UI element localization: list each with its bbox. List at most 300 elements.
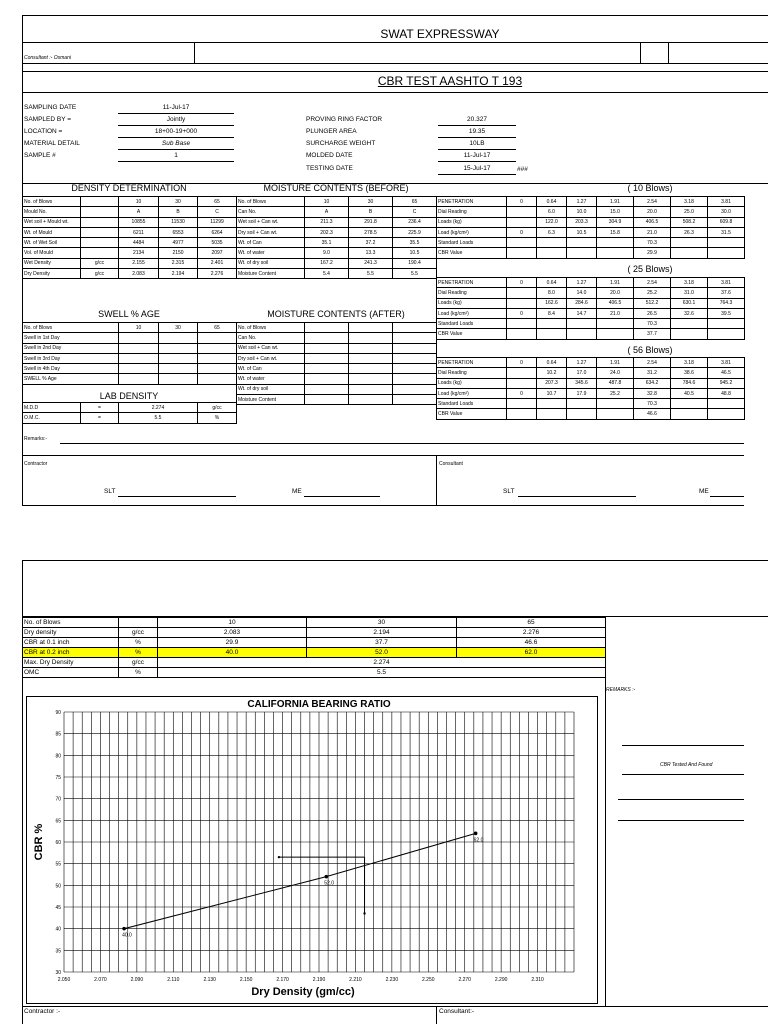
table-cell [507, 399, 537, 409]
table-cell: 2.54 [634, 197, 671, 207]
info-right-label: PLUNGER AREA [306, 128, 357, 135]
moisture-before-title: MOISTURE CONTENTS (BEFORE) [263, 183, 409, 193]
info-left-value: 1 [174, 152, 178, 159]
x-tick-label: 2.070 [94, 977, 107, 983]
cbr-found-text: CBR Tested And Found [660, 762, 713, 768]
table-cell: Wt. of Can [237, 238, 305, 248]
table-row [237, 395, 437, 405]
table-cell: Mould No. [23, 207, 81, 217]
info-left-label: SAMPLING DATE [24, 104, 77, 111]
table-row [23, 227, 237, 237]
table-cell: g/cc [119, 658, 158, 668]
y-tick-label: 65 [55, 818, 61, 825]
table-cell: 1.91 [597, 197, 634, 207]
table-cell: 122.0 [537, 217, 567, 227]
data-point [324, 875, 328, 879]
table-row [23, 217, 237, 227]
table-row [437, 308, 745, 318]
x-tick-label: 2.290 [494, 977, 508, 983]
data-label: 52.0 [324, 880, 335, 887]
table-cell: = [81, 403, 119, 413]
table-cell: 6.3 [537, 227, 567, 237]
table-cell: CBR at 0.2 inch [23, 648, 119, 658]
x-tick-label: 2.150 [239, 977, 253, 983]
table-row [23, 618, 606, 628]
info-right-value: 15-Jul-17 [463, 165, 491, 172]
table-cell: 40.5 [671, 388, 708, 398]
table-cell: 345.6 [567, 378, 597, 388]
table-cell [708, 409, 745, 419]
table-cell [81, 207, 119, 217]
table-cell: Wt. of dry soil [237, 384, 305, 394]
contractor-label: Contractor [24, 461, 48, 467]
info-left-label: SAMPLED BY = [24, 116, 72, 123]
table-cell: 46.6 [634, 409, 671, 419]
table-cell [393, 384, 437, 394]
table-cell: 15.8 [597, 227, 634, 237]
table-cell: 241.3 [349, 258, 393, 268]
x-tick-label: 2.230 [385, 977, 399, 983]
x-tick-label: 2.210 [349, 977, 362, 983]
table-cell: 2.315 [159, 258, 198, 268]
table-cell [393, 343, 437, 353]
table-cell [81, 217, 119, 227]
table-cell [597, 399, 634, 409]
info-left-label: LOCATION = [24, 128, 63, 135]
table-cell: 609.8 [708, 217, 745, 227]
table-row [437, 319, 745, 329]
table-cell: Loads (kg) [437, 378, 507, 388]
table-cell: Wet soil + Mould wt. [23, 217, 81, 227]
table-cell [708, 329, 745, 339]
table-row [237, 258, 437, 268]
moisture-before-table [236, 196, 437, 279]
table-cell: 512.2 [634, 298, 671, 308]
table-cell: 17.9 [567, 388, 597, 398]
table-cell: Loads (kg) [437, 298, 507, 308]
table-cell [393, 374, 437, 384]
table-cell: 11530 [159, 217, 198, 227]
table-cell: 25.0 [671, 207, 708, 217]
table-row [23, 413, 237, 423]
slt-label-1: SLT [104, 488, 116, 495]
table-cell: 0 [507, 278, 537, 288]
table-row [23, 248, 237, 258]
table-cell [159, 343, 198, 353]
info-left-value: 11-Jul-17 [162, 104, 190, 111]
table-cell: 2097 [198, 248, 237, 258]
table-cell: 5.5 [349, 269, 393, 279]
table-cell [81, 197, 119, 207]
table-cell: 784.6 [671, 378, 708, 388]
table-cell: 945.2 [708, 378, 745, 388]
table-cell [119, 333, 159, 343]
table-cell: % [119, 638, 158, 648]
table-cell: = [81, 413, 119, 423]
table-cell: Max. Dry Density [23, 658, 119, 668]
table-cell: 8.4 [537, 308, 567, 318]
table-cell: Can No. [237, 207, 305, 217]
table-cell: g/cc [81, 269, 119, 279]
table-cell [349, 333, 393, 343]
table-cell: 211.3 [305, 217, 349, 227]
moisture-after-table [236, 322, 437, 405]
table-cell: 70.3 [634, 399, 671, 409]
summary-table [22, 617, 606, 678]
table-cell: 284.6 [567, 298, 597, 308]
consultant-label: Consultant [439, 461, 463, 467]
table-cell [393, 323, 437, 333]
table-cell: PENETRATION [437, 278, 507, 288]
table-cell [671, 238, 708, 248]
table-cell: Dial Reading [437, 207, 507, 217]
table-cell: 21.0 [597, 308, 634, 318]
table-cell: 2.276 [198, 269, 237, 279]
table-cell [305, 343, 349, 353]
table-cell [305, 323, 349, 333]
moisture-after-title: MOISTURE CONTENTS (AFTER) [267, 309, 405, 319]
table-row [23, 668, 606, 678]
table-cell: 1.27 [567, 358, 597, 368]
table-cell [159, 353, 198, 363]
table-cell [567, 329, 597, 339]
table-cell [537, 399, 567, 409]
table-cell [119, 374, 159, 384]
table-cell [507, 217, 537, 227]
table-cell: 2.54 [634, 358, 671, 368]
table-cell: 10 [158, 618, 307, 628]
table-cell: 2.276 [457, 628, 606, 638]
table-cell: 2.401 [198, 258, 237, 268]
table-cell [159, 374, 198, 384]
table-cell: 6553 [159, 227, 198, 237]
table-row [23, 197, 237, 207]
chart-frame [27, 697, 598, 1004]
table-cell [198, 374, 237, 384]
table-cell [349, 384, 393, 394]
table-cell [349, 353, 393, 363]
table-cell: 10855 [119, 217, 159, 227]
table-cell: 31.2 [634, 368, 671, 378]
chart-title: CALIFORNIA BEARING RATIO [247, 699, 391, 710]
table-cell: 162.6 [537, 298, 567, 308]
table-cell: 29.9 [158, 638, 307, 648]
table-cell [119, 343, 159, 353]
table-cell: 10.0 [567, 207, 597, 217]
table-cell: 20.0 [597, 288, 634, 298]
table-cell [537, 319, 567, 329]
table-cell: C [393, 207, 437, 217]
table-cell [671, 329, 708, 339]
table-cell [567, 319, 597, 329]
swell-title: SWELL % AGE [98, 309, 160, 319]
table-cell [305, 374, 349, 384]
data-label: 40.0 [122, 932, 132, 939]
table-cell: 21.0 [634, 227, 671, 237]
table-cell: Wet Density [23, 258, 81, 268]
table-row [237, 238, 437, 248]
table-cell [198, 364, 237, 374]
table-cell: 35.1 [305, 238, 349, 248]
table-cell: No. of Blows [23, 323, 119, 333]
info-left-value: Sub Base [161, 140, 191, 147]
table-cell: 32.8 [634, 388, 671, 398]
test-title: CBR TEST AASHTO T 193 [377, 74, 523, 88]
table-cell: 14.7 [567, 308, 597, 318]
table-cell: 190.4 [393, 258, 437, 268]
table-cell: 225.9 [393, 227, 437, 237]
table-cell: No. of Blows [237, 197, 305, 207]
table-row [437, 207, 745, 217]
table-cell: 10 [119, 323, 159, 333]
table-cell [159, 333, 198, 343]
table-cell [305, 364, 349, 374]
table-cell [159, 364, 198, 374]
table-cell: g/cc [119, 628, 158, 638]
table-cell: 32.6 [671, 308, 708, 318]
info-left-value: Jointly [166, 116, 186, 123]
table-cell [393, 395, 437, 405]
table-cell: 0 [507, 388, 537, 398]
table-row [23, 238, 237, 248]
table-cell: 65 [457, 618, 606, 628]
table-cell: CBR at 0.1 inch [23, 638, 119, 648]
table-cell [537, 238, 567, 248]
table-cell: Can No. [237, 333, 305, 343]
table-cell: OMC [23, 668, 119, 678]
table-cell: Wt. of water [237, 248, 305, 258]
table-cell [708, 399, 745, 409]
table-cell: 0 [507, 227, 537, 237]
table-cell: 25.2 [634, 288, 671, 298]
table-cell: Swell in 3rd Day [23, 353, 119, 363]
table-cell: 14.0 [567, 288, 597, 298]
table-cell: 634.2 [634, 378, 671, 388]
table-cell: Load (kg/cm²) [437, 227, 507, 237]
table-cell: 3.81 [708, 358, 745, 368]
table-cell [597, 319, 634, 329]
table-cell: SWELL % Age [23, 374, 119, 384]
table-cell: CBR Value [437, 248, 507, 258]
table-cell [393, 333, 437, 343]
table-cell: g/cc [81, 258, 119, 268]
x-tick-label: 2.270 [458, 977, 471, 983]
table-cell [671, 399, 708, 409]
table-cell: 2.194 [307, 628, 457, 638]
table-cell: 5.5 [119, 413, 198, 423]
table-cell: 202.3 [305, 227, 349, 237]
table-cell: 10 [119, 197, 159, 207]
table-row [23, 648, 606, 658]
table-cell [349, 364, 393, 374]
cbr-chart [26, 696, 598, 1004]
table-row [237, 207, 437, 217]
table-cell [81, 248, 119, 258]
table-cell: CBR Value [437, 409, 507, 419]
table-cell [507, 207, 537, 217]
side-remarks: REMARKS :- [606, 687, 636, 693]
table-cell: Wet soil + Can wt. [237, 343, 305, 353]
table-cell: 29.9 [634, 248, 671, 258]
table-row [23, 638, 606, 648]
table-cell: 5.5 [158, 668, 606, 678]
data-point [474, 832, 478, 836]
table-cell [507, 329, 537, 339]
project-title: SWAT EXPRESSWAY [380, 27, 500, 41]
table-cell [597, 248, 634, 258]
table-cell: Dry density [23, 628, 119, 638]
table-row [237, 353, 437, 363]
footer-consultant: Consultant:- [439, 1008, 475, 1015]
table-cell: 20.0 [634, 207, 671, 217]
table-cell [597, 238, 634, 248]
y-tick-label: 30 [55, 970, 61, 976]
info-right-value: 10LB [469, 140, 485, 147]
table-row [23, 343, 237, 353]
table-cell: No. of Blows [23, 197, 81, 207]
table-row [437, 217, 745, 227]
table-cell: g/cc [198, 403, 237, 413]
table-cell: 4484 [119, 238, 159, 248]
table-cell: 304.9 [597, 217, 634, 227]
y-tick-label: 40 [55, 926, 61, 933]
table-cell: % [119, 668, 158, 678]
table-cell: 508.2 [671, 217, 708, 227]
table-cell: 5.5 [393, 269, 437, 279]
table-cell: 17.0 [567, 368, 597, 378]
table-cell: 65 [393, 197, 437, 207]
table-row [23, 207, 237, 217]
mdd-marker-dot [363, 912, 365, 914]
table-cell: 3.81 [708, 197, 745, 207]
table-cell: 167.2 [305, 258, 349, 268]
table-row [437, 288, 745, 298]
table-row [237, 323, 437, 333]
table-cell: 6211 [119, 227, 159, 237]
table-cell [81, 238, 119, 248]
table-cell [119, 618, 158, 628]
y-tick-label: 55 [55, 861, 61, 868]
table-cell: Wt. of Wet Soil [23, 238, 81, 248]
swell-table [22, 322, 237, 385]
x-tick-label: 2.110 [167, 977, 180, 983]
table-cell: Wt. of dry soil [237, 258, 305, 268]
table-cell [507, 409, 537, 419]
me-label-1: ME [292, 488, 302, 495]
table-cell: 31.5 [708, 227, 745, 237]
table-cell: 1.91 [597, 278, 634, 288]
table-row [23, 364, 237, 374]
table-row [237, 333, 437, 343]
table-cell: 35.5 [393, 238, 437, 248]
table-cell: 30 [159, 197, 198, 207]
table-cell [119, 353, 159, 363]
table-cell: 1.27 [567, 197, 597, 207]
table-cell: 6264 [198, 227, 237, 237]
table-cell: Standard Loads [437, 238, 507, 248]
table-cell: 70.3 [634, 238, 671, 248]
table-row [23, 323, 237, 333]
table-cell: 30 [307, 618, 457, 628]
table-cell: 11299 [198, 217, 237, 227]
info-right-label: SURCHARGE WEIGHT [306, 140, 376, 147]
table-cell: 25.2 [597, 388, 634, 398]
table-cell: 2134 [119, 248, 159, 258]
table-row [23, 658, 606, 668]
info-right-label: TESTING DATE [306, 165, 353, 172]
table-cell [671, 248, 708, 258]
table-cell: 37.6 [708, 288, 745, 298]
blows10-table [436, 196, 745, 259]
y-axis-label: CBR % [33, 823, 45, 861]
table-row [437, 278, 745, 288]
table-cell: Wt. of water [237, 374, 305, 384]
table-row [437, 248, 745, 258]
blows25-title: ( 25 Blows) [627, 264, 673, 274]
table-cell: Wt. of Can [237, 364, 305, 374]
table-row [437, 329, 745, 339]
table-cell: % [119, 648, 158, 658]
table-row [23, 628, 606, 638]
table-cell: 2.54 [634, 278, 671, 288]
table-cell: 2.083 [119, 269, 159, 279]
table-cell: Moisture Content [237, 269, 305, 279]
table-cell: 26.3 [671, 227, 708, 237]
table-cell: Standard Loads [437, 399, 507, 409]
table-row [437, 388, 745, 398]
table-cell: 10.7 [537, 388, 567, 398]
table-cell [567, 399, 597, 409]
table-cell: Moisture Content [237, 395, 305, 405]
table-cell [305, 395, 349, 405]
table-cell: 46.6 [457, 638, 606, 648]
table-cell: 46.5 [708, 368, 745, 378]
table-cell [507, 248, 537, 258]
table-cell: 4977 [159, 238, 198, 248]
table-cell: O.M.C. [23, 413, 81, 423]
table-cell: 39.5 [708, 308, 745, 318]
table-cell: 30 [159, 323, 198, 333]
table-cell: 207.3 [537, 378, 567, 388]
table-cell: 630.1 [671, 298, 708, 308]
table-cell: 3.18 [671, 278, 708, 288]
table-cell: 70.3 [634, 319, 671, 329]
table-cell: Load (kg/cm²) [437, 308, 507, 318]
info-right-label: MOLDED DATE [306, 152, 353, 159]
table-cell: 0.64 [537, 278, 567, 288]
y-tick-label: 75 [55, 775, 61, 781]
x-axis-label: Dry Density (gm/cc) [251, 986, 355, 998]
table-cell [671, 319, 708, 329]
table-cell: 65 [198, 197, 237, 207]
y-tick-label: 80 [55, 753, 61, 760]
table-row [437, 298, 745, 308]
table-cell: 0.64 [537, 197, 567, 207]
table-cell: 62.0 [457, 648, 606, 658]
table-row [437, 378, 745, 388]
mdd-marker-dot [278, 856, 280, 858]
table-cell: No. of Blows [237, 323, 305, 333]
table-cell: 10 [305, 197, 349, 207]
table-row [237, 227, 437, 237]
data-point [122, 927, 126, 931]
table-cell: % [198, 413, 237, 423]
table-cell [349, 323, 393, 333]
y-tick-label: 45 [55, 905, 61, 911]
info-left-label: MATERIAL DETAIL [24, 140, 80, 147]
table-cell: B [159, 207, 198, 217]
table-row [23, 258, 237, 268]
